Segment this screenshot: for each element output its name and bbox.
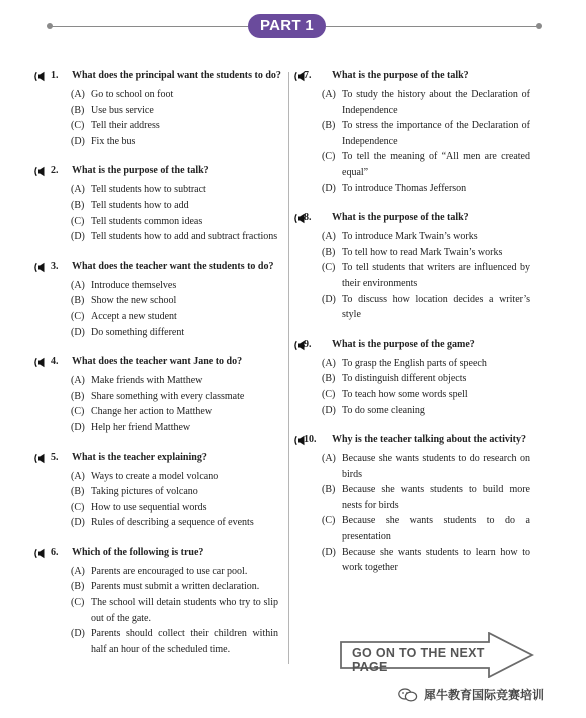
option-letter: (D) xyxy=(71,135,85,147)
option-letter: (D) xyxy=(71,628,85,640)
option-text: Tell students how to add and subtract fractions xyxy=(91,231,278,243)
option-text: Accept a new student xyxy=(91,310,177,322)
option-text: How to use sequential words xyxy=(91,501,207,513)
option-letter: (C) xyxy=(71,120,85,132)
option-text: Tell students common ideas xyxy=(91,215,203,227)
option-letter: (B) xyxy=(322,373,336,385)
question-number: 7. xyxy=(304,70,312,81)
answer-options xyxy=(30,564,282,658)
option-letter: (A) xyxy=(71,279,85,291)
question-stem xyxy=(30,354,282,370)
option-text: Parents should collect their children within half an hour of the scheduled time. xyxy=(91,628,278,655)
question-number: 10. xyxy=(304,434,317,446)
option-text: Show the new school xyxy=(91,295,177,307)
option-letter: (B) xyxy=(71,199,85,211)
question-text: What is the teacher explaining? xyxy=(72,451,207,463)
question-number: 5. xyxy=(51,451,59,463)
audio-speaker-icon xyxy=(33,453,46,464)
option-letter: (B) xyxy=(71,104,85,116)
answer-option xyxy=(30,229,282,245)
question-stem xyxy=(30,545,282,561)
answer-option xyxy=(30,595,282,626)
option-text: Fix the bus xyxy=(91,135,136,147)
option-text: Rules of describing a sequence of events xyxy=(91,517,254,529)
question-stem xyxy=(290,210,534,226)
audio-speaker-icon xyxy=(33,357,46,368)
answer-option xyxy=(290,245,534,261)
part-badge: PART 1 xyxy=(248,14,326,38)
question-item xyxy=(30,68,282,149)
question-text: Why is the teacher talking about the activity? xyxy=(332,434,526,446)
option-text: To discuss how location decides a writer’s style xyxy=(342,293,530,321)
option-letter: (B) xyxy=(71,390,85,402)
option-text: To introduce Thomas Jefferson xyxy=(342,182,467,194)
option-letter: (A) xyxy=(322,89,336,100)
option-text: Parents must submit a written declaration. xyxy=(91,581,260,593)
answer-options xyxy=(290,229,534,323)
answer-option xyxy=(30,404,282,420)
option-letter: (A) xyxy=(71,565,85,577)
answer-option xyxy=(30,469,282,485)
audio-speaker-icon xyxy=(33,71,46,82)
question-item xyxy=(290,337,534,418)
option-letter: (B) xyxy=(71,581,85,593)
question-item xyxy=(30,545,282,658)
question-text: What does the teacher want Jane to do? xyxy=(72,356,243,368)
next-page-label: GO ON TO THE NEXT PAGE xyxy=(352,646,485,674)
option-text: Taking pictures of volcano xyxy=(91,486,198,498)
option-letter: (D) xyxy=(322,182,336,194)
option-text: Because she wants students to build more nests for birds xyxy=(342,484,530,511)
answer-option xyxy=(30,373,282,389)
answer-option xyxy=(290,451,534,482)
option-text: Change her action to Matthew xyxy=(91,406,213,418)
question-item xyxy=(290,68,534,196)
option-letter: (D) xyxy=(322,404,336,416)
option-text: To introduce Mark Twain’s works xyxy=(342,231,478,243)
option-letter: (A) xyxy=(322,357,336,369)
option-text: Use bus service xyxy=(91,104,154,116)
option-letter: (D) xyxy=(71,326,85,338)
answer-option xyxy=(30,293,282,309)
answer-option xyxy=(290,229,534,245)
question-text: What is the purpose of the talk? xyxy=(72,165,209,177)
answer-option xyxy=(30,214,282,230)
option-letter: (D) xyxy=(71,421,85,433)
option-letter: (C) xyxy=(71,501,85,513)
answer-option xyxy=(290,149,534,180)
option-letter: (C) xyxy=(322,388,336,400)
answer-options xyxy=(30,469,282,531)
question-item xyxy=(30,354,282,435)
question-number: 1. xyxy=(51,70,59,81)
question-text: What does the teacher want the students to do? xyxy=(72,260,274,272)
option-text: To grasp the English parts of speech xyxy=(342,357,487,369)
answer-option xyxy=(30,134,282,150)
option-letter: (A) xyxy=(322,231,336,243)
answer-option xyxy=(30,564,282,580)
option-text: Help her friend Matthew xyxy=(91,421,191,433)
answer-option xyxy=(30,87,282,103)
answer-option xyxy=(30,420,282,436)
option-text: To tell the meaning of “All men are created equal” xyxy=(342,151,530,178)
question-number: 4. xyxy=(51,356,59,368)
option-letter: (D) xyxy=(322,546,336,558)
answer-options xyxy=(30,182,282,244)
answer-option xyxy=(30,515,282,531)
answer-option xyxy=(30,198,282,214)
answer-option xyxy=(30,182,282,198)
question-text: What does the principal want the students to do? xyxy=(72,70,281,81)
option-letter: (D) xyxy=(322,293,336,305)
option-text: Do something different xyxy=(91,326,185,338)
option-letter: (D) xyxy=(71,517,85,529)
answer-option xyxy=(290,545,534,576)
answer-option xyxy=(30,118,282,134)
audio-speaker-icon xyxy=(33,166,46,177)
option-letter: (B) xyxy=(71,486,85,498)
option-letter: (A) xyxy=(71,470,85,482)
option-letter: (C) xyxy=(322,262,336,274)
answer-option xyxy=(290,87,534,118)
option-text: To tell students that writers are influenced by their environments xyxy=(342,262,530,289)
question-stem xyxy=(30,163,282,179)
answer-options xyxy=(30,87,282,149)
answer-option xyxy=(290,118,534,149)
option-letter: (A) xyxy=(71,375,85,387)
option-text: Parents are encouraged to use car pool. xyxy=(91,565,248,577)
option-text: Because she wants students to do a presentation xyxy=(342,515,530,543)
header-rule-dot-right xyxy=(536,23,542,29)
audio-speaker-icon xyxy=(33,262,46,273)
question-text: What is the purpose of the talk? xyxy=(332,212,469,224)
watermark-text: 犀牛教育国际竞赛培训 xyxy=(424,688,545,702)
option-text: Ways to create a model volcano xyxy=(91,470,219,482)
answer-option xyxy=(290,356,534,372)
answer-options xyxy=(290,451,534,576)
option-text: To teach how some words spell xyxy=(342,388,468,400)
column-divider xyxy=(288,72,289,664)
answer-options xyxy=(30,278,282,340)
option-text: To study the history about the Declaration of Independence xyxy=(342,89,530,116)
answer-options xyxy=(30,373,282,435)
option-letter: (A) xyxy=(322,453,336,465)
answer-option xyxy=(30,484,282,500)
option-letter: (C) xyxy=(322,515,336,527)
question-item xyxy=(30,259,282,340)
option-letter: (B) xyxy=(322,246,336,258)
question-number: 6. xyxy=(51,546,59,558)
option-letter: (C) xyxy=(71,406,85,418)
option-letter: (A) xyxy=(71,89,85,100)
answer-option xyxy=(290,513,534,544)
option-letter: (A) xyxy=(71,184,85,196)
answer-option xyxy=(30,626,282,657)
answer-option xyxy=(30,500,282,516)
question-stem xyxy=(290,337,534,353)
header-rule-right xyxy=(326,26,538,27)
question-stem xyxy=(30,259,282,275)
answer-option xyxy=(30,278,282,294)
answer-option xyxy=(30,389,282,405)
question-number: 3. xyxy=(51,260,59,272)
answer-options xyxy=(290,356,534,418)
question-item xyxy=(290,432,534,576)
option-text: Tell students how to add xyxy=(91,199,189,211)
question-stem xyxy=(290,432,534,448)
option-text: Introduce themselves xyxy=(91,279,177,291)
header-rule-dot-left xyxy=(47,23,53,29)
option-text: Tell students how to subtract xyxy=(91,184,206,196)
option-letter: (B) xyxy=(322,120,336,132)
option-letter: (C) xyxy=(322,151,336,163)
wechat-icon xyxy=(398,688,418,702)
right-question-column xyxy=(290,68,534,590)
option-text: Share something with every classmate xyxy=(91,390,245,402)
answer-option xyxy=(290,371,534,387)
option-text: To do some cleaning xyxy=(342,404,425,416)
option-text: To tell how to read Mark Twain’s works xyxy=(342,246,503,258)
question-item xyxy=(290,210,534,323)
option-text: Go to school on foot xyxy=(91,89,174,100)
answer-option xyxy=(290,181,534,197)
option-letter: (C) xyxy=(71,597,85,609)
answer-option xyxy=(290,260,534,291)
question-stem xyxy=(30,68,282,84)
audio-speaker-icon xyxy=(33,548,46,559)
question-number: 2. xyxy=(51,165,59,177)
header-rule-left xyxy=(52,26,248,27)
option-letter: (B) xyxy=(71,295,85,307)
option-letter: (B) xyxy=(322,484,336,496)
option-letter: (D) xyxy=(71,231,85,243)
answer-option xyxy=(290,387,534,403)
question-text: What is the purpose of the game? xyxy=(332,338,475,350)
option-letter: (C) xyxy=(71,215,85,227)
option-text: Tell their address xyxy=(91,120,160,132)
question-number: 8. xyxy=(304,212,312,224)
question-item xyxy=(30,163,282,244)
left-question-column xyxy=(30,68,282,671)
answer-option xyxy=(30,579,282,595)
answer-option xyxy=(290,482,534,513)
answer-option xyxy=(290,292,534,323)
option-text: Because she wants students to do research on birds xyxy=(342,453,530,480)
question-text: What is the purpose of the talk? xyxy=(332,70,469,81)
question-item xyxy=(30,450,282,531)
answer-option xyxy=(30,103,282,119)
answer-options xyxy=(290,87,534,196)
option-text: Because she wants students to learn how to work together xyxy=(342,546,530,574)
option-text: Make friends with Matthew xyxy=(91,375,203,387)
answer-option xyxy=(30,325,282,341)
option-text: To distinguish different objects xyxy=(342,373,467,385)
question-stem xyxy=(30,450,282,466)
option-text: To stress the importance of the Declaration of Independence xyxy=(342,120,530,147)
option-letter: (C) xyxy=(71,310,85,322)
option-text: The school will detain students who try to slip out of the gate. xyxy=(91,597,278,624)
question-stem xyxy=(290,68,534,84)
answer-option xyxy=(290,403,534,419)
answer-option xyxy=(30,309,282,325)
question-number: 9. xyxy=(304,338,312,350)
question-text: Which of the following is true? xyxy=(72,546,204,558)
